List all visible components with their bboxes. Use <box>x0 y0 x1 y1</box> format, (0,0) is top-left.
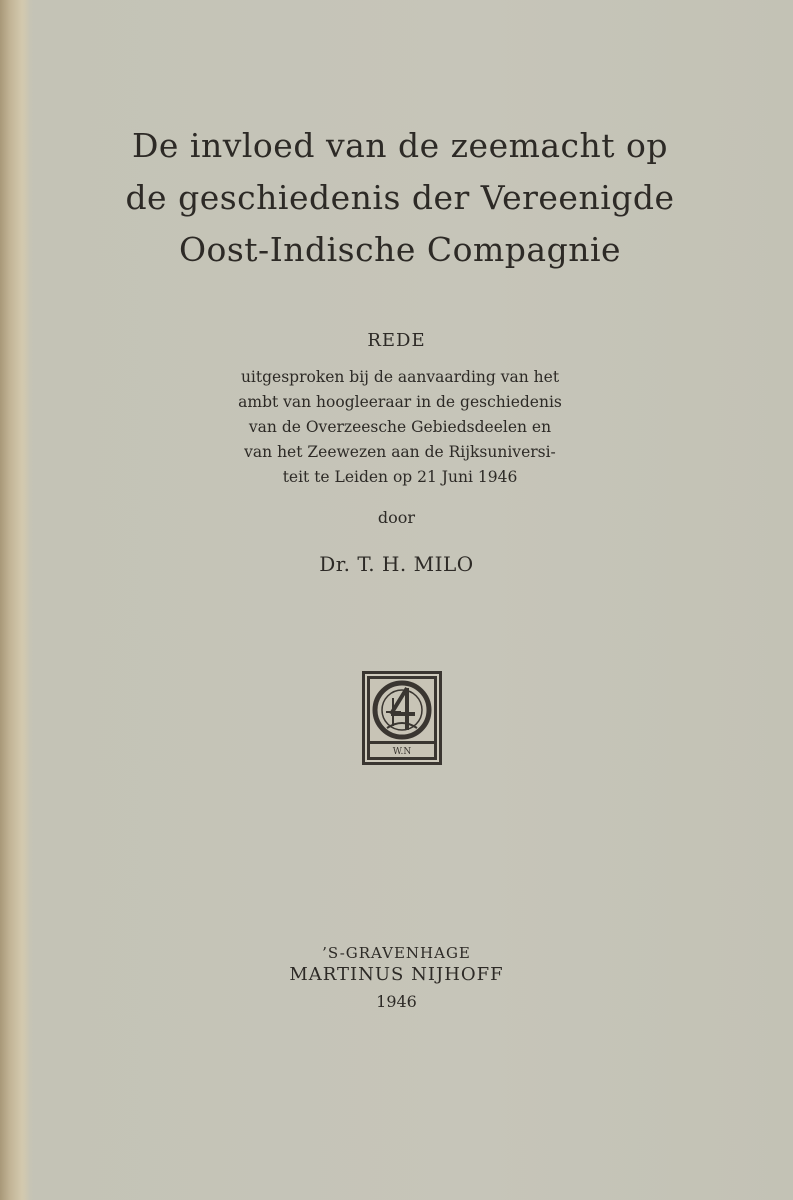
by-label: door <box>377 508 416 527</box>
description-line: van het Zeewezen aan de Rijksuniversi- <box>244 443 556 461</box>
title-line: De invloed van de zeemacht op <box>131 126 669 165</box>
publisher-mark-icon <box>361 670 443 766</box>
book-title <box>100 120 700 276</box>
description <box>180 365 620 490</box>
title-line: de geschiedenis der Vereenigde <box>125 178 675 217</box>
subtitle: REDE <box>367 330 426 351</box>
publisher-monogram: W.N <box>392 747 412 757</box>
description-line: teit te Leiden op 21 Juni 1946 <box>282 468 518 486</box>
description-line: ambt van hoogleeraar in de geschiedenis <box>238 393 562 411</box>
publication-year: 1946 <box>376 992 417 1011</box>
title-line: Oost-Indische Compagnie <box>178 230 622 269</box>
publisher-name: MARTINUS NIJHOFF <box>289 964 504 985</box>
publication-place: ’S-GRAVENHAGE <box>322 944 471 962</box>
description-line: van de Overzeesche Gebiedsdeelen en <box>248 418 552 436</box>
author-name: Dr. T. H. MILO <box>319 552 474 576</box>
description-line: uitgesproken bij de aanvaarding van het <box>240 368 560 386</box>
spine-edge <box>0 0 30 1200</box>
